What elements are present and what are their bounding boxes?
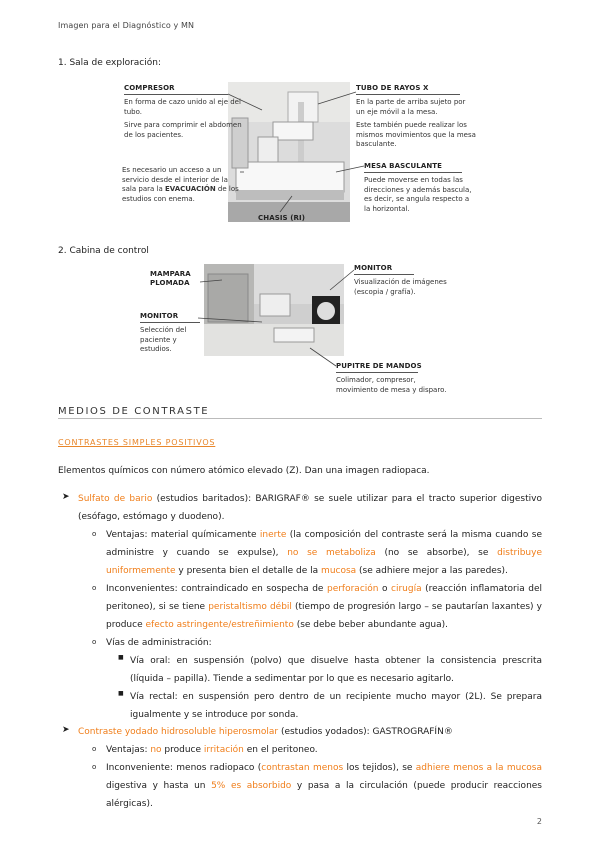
monitor-left-title: MONITOR <box>140 312 179 320</box>
compresor-text-1: En forma de cazo unido al eje del tubo. <box>124 98 241 116</box>
evacuacion-post: de los estudios con enema. <box>122 185 239 203</box>
ventajas-t4: (se adhiere mejor a las paredes). <box>356 566 508 576</box>
evacuacion-bold: EVACUACIÓN <box>164 185 216 193</box>
circle-bullet-icon: o <box>92 763 97 771</box>
ventajas-y-t1: produce <box>161 745 204 755</box>
ventajas-t2: (no se absorbe), se <box>375 548 498 558</box>
compresor-text-2: Sirve para comprimir el abdomen de los pacientes. <box>124 121 242 139</box>
term-no: no <box>150 745 162 755</box>
mampara-label: MAMPARA PLOMADA <box>150 270 191 287</box>
circle-bullet-icon: o <box>92 530 97 538</box>
pupitre-title: PUPITRE DE MANDOS <box>336 362 422 370</box>
inconv-t3: (tiempo de progresión largo – se pautarían laxantes) y produce <box>106 602 542 630</box>
section-2-title: 2. Cabina de control <box>58 246 149 256</box>
term-cirugia: cirugía <box>391 584 422 594</box>
tubo-text-1: En la parte de arriba sujeto por un eje móvil a la mesa. <box>356 98 466 116</box>
tubo-text-2: Este también puede realizar los mismos movimientos que la mesa basculante. <box>356 121 476 148</box>
inconv-y-t1: los tejidos), se <box>343 763 416 773</box>
fig2-connectors <box>0 250 600 380</box>
term-astringente: efecto astringente/estreñimiento <box>145 620 294 630</box>
term-no-metaboliza: no se metaboliza <box>287 548 376 558</box>
term-peristaltismo: peristaltismo débil <box>208 602 292 612</box>
arrow-bullet-icon: ➤ <box>62 492 70 502</box>
heading-rule <box>58 418 542 419</box>
ventajas-y-pre: Ventajas: <box>106 745 151 755</box>
inconv-t1: o <box>378 584 392 594</box>
term-perforacion: perforación <box>326 584 379 594</box>
inconvenientes-bario <box>106 580 542 634</box>
ventajas-pre: Ventajas: material químicamente <box>106 530 260 540</box>
inconv-y-t2: digestiva y hasta un <box>106 781 212 791</box>
term-adhiere-menos: adhiere menos a la mucosa <box>415 763 542 773</box>
fig1-connectors <box>0 0 600 260</box>
term-absorbido: 5% es absorbido <box>211 781 292 791</box>
inconv-t2: (reacción inflamatoria del peritoneo), si se tiene <box>106 584 542 612</box>
monitor-right-text: Visualización de imágenes (escopia / grafía). <box>354 278 447 296</box>
sulfato-desc: (estudios baritados): BARIGRAF® se suele utilizar para el tracto superior digestivo (esófago, estómago y duodeno). <box>78 494 542 522</box>
ventajas-t1: (la composición del contraste será la misma cuando se administre y cuando se expulse), <box>106 530 542 558</box>
evacuacion-pre: Es necesario un acceso a un servicio desde el interior de la sala para la <box>122 166 228 193</box>
intro-paragraph: Elementos químicos con número atómico elevado (Z). Dan una imagen radiopaca. <box>58 466 430 476</box>
mesa-title: MESA BASCULANTE <box>364 162 443 170</box>
ventajas-bario <box>106 526 542 580</box>
inconv-t4: (se debe beber abundante agua). <box>293 620 449 630</box>
term-mucosa: mucosa <box>321 566 357 576</box>
monitor-right-title: MONITOR <box>354 264 393 272</box>
tubo-title: TUBO DE RAYOS X <box>356 84 429 92</box>
via-rectal: Vía rectal: en suspensión pero dentro de un recipiente mucho mayor (2L). Se prepara igualmente y se introduce por sonda. <box>130 692 542 720</box>
term-contrastan-menos: contrastan menos <box>261 763 344 773</box>
page-number: 2 <box>536 817 542 826</box>
term-inerte: inerte <box>259 530 287 540</box>
mesa-text-1: Puede moverse en todas las direcciones y además bascula, es decir, se angula respecto a la horizontal. <box>364 176 472 213</box>
section-heading-medios: MEDIOS DE CONTRASTE <box>58 406 210 417</box>
term-irritacion: irritación <box>203 745 244 755</box>
ventajas-y-t2: en el peritoneo. <box>243 745 318 755</box>
inconv-pre: Inconvenientes: contraindicado en sospecha de <box>106 584 327 594</box>
yodado-item <box>78 723 542 741</box>
section-1-title: 1. Sala de exploración: <box>58 58 161 68</box>
subheading-contrastes: CONTRASTES SIMPLES POSITIVOS <box>58 438 216 447</box>
inconveniente-yodado <box>106 759 542 813</box>
inconv-y-pre: Inconveniente: menos radiopaco ( <box>106 763 262 773</box>
running-header: Imagen para el Diagnóstico y MN <box>58 21 195 30</box>
ventajas-t3: y presenta bien el detalle de la <box>175 566 322 576</box>
circle-bullet-icon: o <box>92 584 97 592</box>
ventajas-yodado <box>106 741 542 759</box>
via-oral: Vía oral: en suspensión (polvo) que disuelve hasta obtener la consistencia prescrita (líquida – papilla). Tiende a sedimentar por lo que es necesario agitarlo. <box>130 656 542 684</box>
sulfato-term: Sulfato de bario <box>78 494 153 504</box>
inconv-y-t3: y pasa a la circulación (puede producir reacciones alérgicas). <box>106 781 542 809</box>
arrow-bullet-icon: ➤ <box>62 725 70 735</box>
square-bullet-icon: ■ <box>118 690 124 697</box>
square-bullet-icon: ■ <box>118 654 124 661</box>
compresor-title: COMPRESOR <box>124 84 175 92</box>
chasis-label: CHASIS (RI) <box>258 214 306 222</box>
circle-bullet-icon: o <box>92 745 97 753</box>
term-distribuye: distribuye uniformemente <box>106 548 542 576</box>
sulfato-bario-item <box>78 490 542 526</box>
circle-bullet-icon: o <box>92 638 97 646</box>
pupitre-text: Colimador, compresor, movimiento de mesa y disparo. <box>336 376 447 394</box>
vias-heading: Vías de administración: <box>106 638 212 648</box>
yodado-term: Contraste yodado hidrosoluble hiperosmolar <box>78 727 279 737</box>
yodado-desc: (estudios yodados): GASTROGRAFÍN® <box>278 727 453 737</box>
monitor-left-text: Selección del paciente y estudios. <box>140 326 187 353</box>
